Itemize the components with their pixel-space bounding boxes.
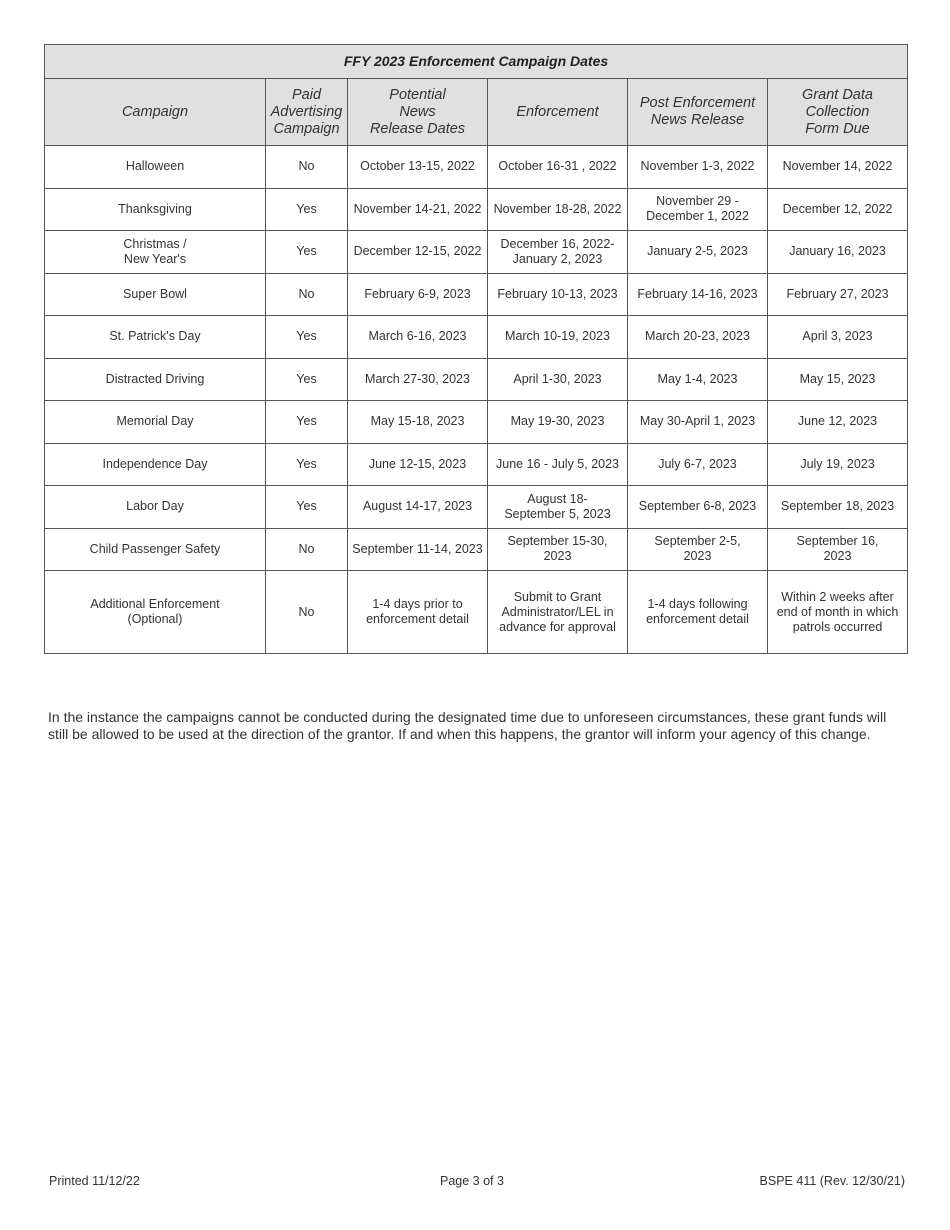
post-enforcement-cell: September 6-8, 2023 xyxy=(628,486,768,529)
campaign-cell: Memorial Day xyxy=(45,401,266,444)
news-release-cell: June 12-15, 2023 xyxy=(348,443,488,486)
post-enforcement-cell: February 14-16, 2023 xyxy=(628,273,768,316)
news-release-cell: February 6-9, 2023 xyxy=(348,273,488,316)
news-release-cell: August 14-17, 2023 xyxy=(348,486,488,529)
paid-advertising-cell: No xyxy=(266,273,348,316)
paid-advertising-cell: Yes xyxy=(266,231,348,274)
table-row xyxy=(45,358,908,401)
paid-advertising-cell: No xyxy=(266,146,348,189)
post-enforcement-cell: November 1-3, 2022 xyxy=(628,146,768,189)
form-due-cell: January 16, 2023 xyxy=(768,231,908,274)
news-release-cell: November 14-21, 2022 xyxy=(348,188,488,231)
post-enforcement-cell: November 29 - December 1, 2022 xyxy=(628,188,768,231)
paid-advertising-cell: Yes xyxy=(266,316,348,359)
news-release-cell: 1-4 days prior to enforcement detail xyxy=(348,571,488,654)
paid-advertising-cell: Yes xyxy=(266,401,348,444)
table-row xyxy=(45,316,908,359)
enforcement-cell: February 10-13, 2023 xyxy=(488,273,628,316)
enforcement-cell: May 19-30, 2023 xyxy=(488,401,628,444)
news-release-cell: September 11-14, 2023 xyxy=(348,528,488,571)
paid-advertising-cell: Yes xyxy=(266,486,348,529)
post-enforcement-cell: March 20-23, 2023 xyxy=(628,316,768,359)
table-body xyxy=(45,146,908,654)
campaign-cell: Distracted Driving xyxy=(45,358,266,401)
header-form-due: Grant Data Collection Form Due xyxy=(768,79,908,146)
form-due-cell: June 12, 2023 xyxy=(768,401,908,444)
form-due-cell: February 27, 2023 xyxy=(768,273,908,316)
form-due-cell: November 14, 2022 xyxy=(768,146,908,189)
paid-advertising-cell: Yes xyxy=(266,188,348,231)
table-row xyxy=(45,273,908,316)
campaign-cell: Child Passenger Safety xyxy=(45,528,266,571)
campaign-cell: St. Patrick's Day xyxy=(45,316,266,359)
campaign-cell: Super Bowl xyxy=(45,273,266,316)
header-post-enforcement: Post Enforcement News Release xyxy=(628,79,768,146)
table-row xyxy=(45,188,908,231)
table-row xyxy=(45,571,908,654)
post-enforcement-cell: 1-4 days following enforcement detail xyxy=(628,571,768,654)
post-enforcement-cell: July 6-7, 2023 xyxy=(628,443,768,486)
table-row xyxy=(45,443,908,486)
campaign-cell: Christmas / New Year's xyxy=(45,231,266,274)
campaign-cell: Thanksgiving xyxy=(45,188,266,231)
news-release-cell: March 27-30, 2023 xyxy=(348,358,488,401)
header-news-release-dates: Potential News Release Dates xyxy=(348,79,488,146)
table-row xyxy=(45,231,908,274)
header-paid-advertising: Paid Advertising Campaign xyxy=(266,79,348,146)
paid-advertising-cell: No xyxy=(266,528,348,571)
enforcement-cell: Submit to Grant Administrator/LEL in advance for approval xyxy=(488,571,628,654)
post-enforcement-cell: September 2-5, 2023 xyxy=(628,528,768,571)
table-header-row xyxy=(45,79,908,146)
form-due-cell: Within 2 weeks after end of month in which patrols occurred xyxy=(768,571,908,654)
table-row xyxy=(45,486,908,529)
enforcement-campaign-table xyxy=(44,44,908,654)
news-release-cell: March 6-16, 2023 xyxy=(348,316,488,359)
table-row xyxy=(45,146,908,189)
news-release-cell: May 15-18, 2023 xyxy=(348,401,488,444)
campaign-cell: Labor Day xyxy=(45,486,266,529)
campaign-cell: Halloween xyxy=(45,146,266,189)
paid-advertising-cell: Yes xyxy=(266,443,348,486)
post-enforcement-cell: May 30-April 1, 2023 xyxy=(628,401,768,444)
footer-form-number: BSPE 411 (Rev. 12/30/21) xyxy=(759,1174,905,1188)
news-release-cell: December 12-15, 2022 xyxy=(348,231,488,274)
header-enforcement: Enforcement xyxy=(488,79,628,146)
footer-printed-date: Printed 11/12/22 xyxy=(49,1174,140,1188)
enforcement-cell: December 16, 2022- January 2, 2023 xyxy=(488,231,628,274)
form-due-cell: December 12, 2022 xyxy=(768,188,908,231)
footer-page-number: Page 3 of 3 xyxy=(440,1174,504,1188)
news-release-cell: October 13-15, 2022 xyxy=(348,146,488,189)
paid-advertising-cell: No xyxy=(266,571,348,654)
post-enforcement-cell: January 2-5, 2023 xyxy=(628,231,768,274)
table-title: FFY 2023 Enforcement Campaign Dates xyxy=(45,45,908,79)
form-due-cell: September 16, 2023 xyxy=(768,528,908,571)
table-row xyxy=(45,401,908,444)
campaign-cell: Additional Enforcement (Optional) xyxy=(45,571,266,654)
enforcement-cell: March 10-19, 2023 xyxy=(488,316,628,359)
note-paragraph: In the instance the campaigns cannot be conducted during the designated time due to unforeseen circumstances, these grant funds will still be allowed to be used at the direction of the grantor. If and when this happens, the grantor will inform your agency of this change. xyxy=(48,709,887,742)
paid-advertising-cell: Yes xyxy=(266,358,348,401)
enforcement-cell: November 18-28, 2022 xyxy=(488,188,628,231)
enforcement-cell: October 16-31 , 2022 xyxy=(488,146,628,189)
post-enforcement-cell: May 1-4, 2023 xyxy=(628,358,768,401)
form-due-cell: April 3, 2023 xyxy=(768,316,908,359)
enforcement-cell: April 1-30, 2023 xyxy=(488,358,628,401)
form-due-cell: July 19, 2023 xyxy=(768,443,908,486)
enforcement-cell: August 18- September 5, 2023 xyxy=(488,486,628,529)
form-due-cell: May 15, 2023 xyxy=(768,358,908,401)
campaign-cell: Independence Day xyxy=(45,443,266,486)
table-row xyxy=(45,528,908,571)
enforcement-cell: June 16 - July 5, 2023 xyxy=(488,443,628,486)
enforcement-cell: September 15-30, 2023 xyxy=(488,528,628,571)
form-due-cell: September 18, 2023 xyxy=(768,486,908,529)
header-campaign: Campaign xyxy=(45,79,266,146)
